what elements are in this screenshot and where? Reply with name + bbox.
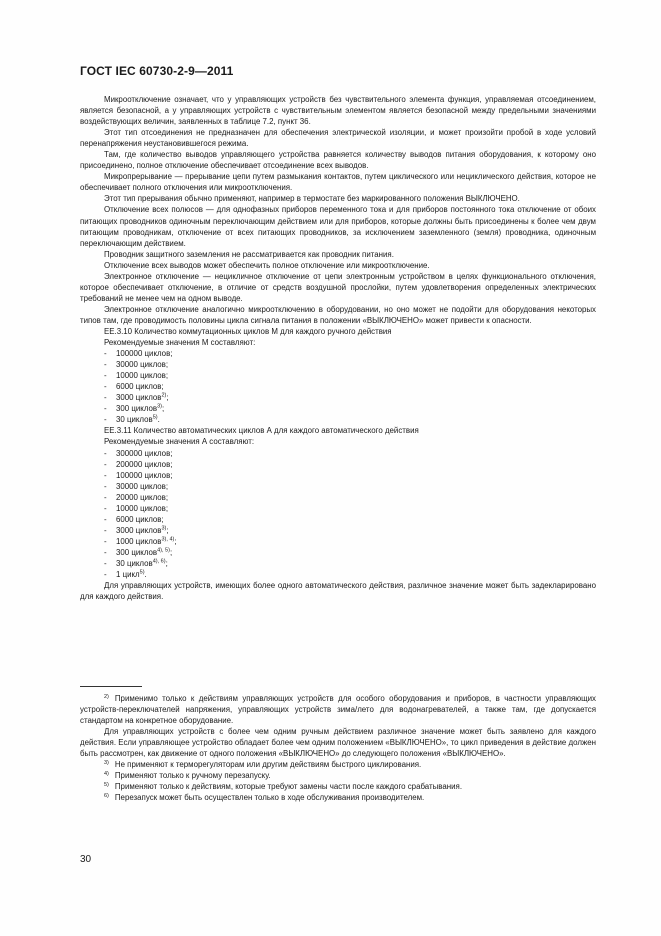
list-item (80, 503, 596, 514)
footnote-ref: 2) (161, 392, 167, 399)
footnote-text: Применяют только к ручному перезапуску. (114, 771, 271, 781)
list-dash: - (104, 514, 107, 524)
paragraph: Там, где количество выводов управляющего устройства равняется количеству выводов питания оборудования, к которому оно присоединено, полное отключение обеспечивает отсоединение всех выводов. (80, 150, 596, 171)
list-item (80, 547, 596, 558)
list-dash: - (104, 415, 107, 425)
list-item-text: 3000 циклов (116, 393, 162, 403)
list-dash: - (104, 404, 107, 414)
paragraph: Электронное отключение аналогично микроотключению в оборудовании, но оно может не подойти для оборудования некоторых типов там, где проводимость половины цикла сигнала питания в положении «ВЫКЛЮЧЕНО» может привести к опасности. (80, 304, 596, 325)
list-dash: - (104, 570, 107, 580)
paragraph: Микроотключение означает, что у управляющих устройств без чувствительного элемента функция, управляемая отсоединением, является безопасной, а у управляющих устройств с чувствительным элементом является безопасной между предельными значениями воздействующих величин, заявленных в таблице 7.2, пункт 36. (80, 95, 596, 127)
paragraph: Проводник защитного заземления не рассматривается как проводник питания. (104, 249, 394, 259)
list-item (80, 392, 596, 403)
footnote-5 (80, 781, 596, 792)
list-dash: - (104, 371, 107, 381)
list-item-text: 6000 циклов; (116, 382, 164, 392)
list-dash: - (104, 558, 107, 568)
footnote-mark: 3) (104, 759, 109, 766)
footnote-ref: 3), 4) (161, 536, 175, 543)
list-item-punct: . (144, 570, 147, 580)
list-item-text: 300 циклов (116, 404, 158, 414)
list-item-text: 10000 циклов; (116, 503, 169, 513)
list-item (80, 492, 596, 503)
paragraph: Этот тип отсоединения не предназначен для обеспечения электрической изоляции, и может произойти пробой в ходе условий перенапряжения неустановившегося режима. (80, 128, 596, 149)
footnote-6 (80, 792, 596, 803)
footnotes (80, 693, 596, 803)
paragraph: Отключение всех выводов может обеспечить полное отключение или микроотключение. (104, 260, 430, 270)
list-dash: - (104, 547, 107, 557)
list-item (80, 370, 596, 381)
footnote-mark: 2) (104, 693, 109, 700)
footnote-continuation: Для управляющих устройств с более чем одним ручным действием различное значение может быть заявлено для каждого действия. Если управляющее устройство обладает более чем одним положением «ВЫКЛЮЧЕНО», то цикл приведения в действие должен быть рассмотрен, как движение от одного положения «ВЫКЛЮЧЕНО» до следующего положения «ВЫКЛЮЧЕНО». (80, 727, 596, 759)
footnote-ref: 3) (161, 525, 167, 532)
list-item-punct: ; (169, 547, 173, 557)
list-item-text: 1 цикл (116, 570, 140, 580)
footnote-ref: 4), 6) (152, 558, 166, 565)
list-item (80, 403, 596, 414)
paragraph: Отключение всех полюсов — для однофазных приборов переменного тока и для приборов постоянного тока отключение от обоих питающих проводников одиночным переключающим действием или для приборов, которые должны быть присоединены к более чем двум питающим проводникам, отключение от всех питающих проводников, за исключением заземленного (земля) проводника, одиночным переключающим действием. (80, 205, 596, 248)
list-dash: - (104, 448, 107, 458)
document-header: ГОСТ IEC 60730-2-9—2011 (80, 64, 234, 78)
list-dash: - (104, 349, 107, 359)
list-dash: - (104, 492, 107, 502)
list-dash: - (104, 503, 107, 513)
list-item (80, 381, 596, 392)
footnote-text: Применяют только к действиям, которые требуют замены части после каждого срабатывания. (114, 782, 463, 792)
section-intro: Рекомендуемые значения М составляют: (104, 338, 256, 348)
list-item-punct: ; (174, 536, 177, 546)
section-heading-ee-3-10: ЕЕ.3.10 Количество коммутационных циклов М для каждого ручного действия (104, 326, 392, 336)
footnote-ref: 5) (152, 414, 158, 421)
list-dash: - (104, 459, 107, 469)
list-item-text: 30 циклов (116, 558, 153, 568)
paragraph: Микропрерывание — прерывание цепи путем размыкания контактов, путем циклического или нециклического действия, которое не обеспечивает полного отключения или микроотключения. (80, 172, 596, 193)
list-item-text: 1000 циклов (116, 536, 162, 546)
footnote-ref: 5) (139, 569, 145, 576)
list-item-punct: . (157, 415, 160, 425)
footnote-separator (80, 686, 142, 687)
list-item-text: 200000 циклов; (116, 459, 173, 469)
list-item (80, 536, 596, 547)
list-item (80, 348, 596, 359)
list-item-text: 300000 циклов; (116, 448, 173, 458)
list-item-punct: ; (166, 525, 169, 535)
list-item-punct: ; (162, 404, 165, 414)
section-intro: Рекомендуемые значения А составляют: (104, 437, 255, 447)
list-dash: - (104, 360, 107, 370)
list-item (80, 448, 596, 459)
footnote-2 (80, 693, 596, 726)
list-item-text: 6000 циклов; (116, 514, 164, 524)
paragraph: Этот тип прерывания обычно применяют, например в термостате без маркированного положения ВЫКЛЮЧЕНО. (104, 194, 520, 204)
list-item (80, 514, 596, 525)
list-item-text: 300 циклов (116, 547, 158, 557)
list-dash: - (104, 393, 107, 403)
paragraph: Электронное отключение — нецикличное отключение от цепи электронным устройством в целях функционального отключения, которое обеспечивает отключение, в отличие от средств воздушной прослойки, путем удовлетворения определенных электрических требований не менее чем на одном выводе. (80, 271, 596, 303)
footnote-mark: 4) (104, 770, 109, 777)
list-dash: - (104, 382, 107, 392)
paragraph: Для управляющих устройств, имеющих более одного автоматического действия, различное значение может быть задекларировано для каждого действия. (80, 581, 596, 602)
list-item (80, 558, 596, 569)
footnote-4 (80, 770, 596, 781)
footnote-ref: 4), 5) (157, 547, 170, 554)
page-number: 30 (80, 854, 92, 865)
list-item (80, 459, 596, 470)
list-dash: - (104, 525, 107, 535)
list-dash: - (104, 470, 107, 480)
cycles-list-automatic (80, 448, 596, 581)
list-item-text: 30000 циклов; (116, 360, 169, 370)
cycles-list-manual (80, 348, 596, 425)
footnote-mark: 5) (104, 781, 109, 788)
list-dash: - (104, 536, 107, 546)
list-item (80, 481, 596, 492)
footnote-mark: 6) (104, 792, 109, 799)
list-item (80, 525, 596, 536)
list-item-punct: ; (166, 393, 169, 403)
footnote-text: Не применяют к терморегуляторам или другим действиям быстрого циклирования. (114, 760, 422, 770)
list-item-text: 20000 циклов; (116, 492, 169, 502)
footnote-text: Перезапуск может быть осуществлен только в ходе обслуживания производителем. (114, 793, 425, 803)
section-heading-ee-3-11: ЕЕ.3.11 Количество автоматических циклов А для каждого автоматического действия (104, 426, 419, 436)
list-item (80, 359, 596, 370)
list-item-text: 100000 циклов; (116, 470, 173, 480)
list-item (80, 470, 596, 481)
list-item (80, 569, 596, 580)
list-item-text: 30 циклов (116, 415, 153, 425)
list-item (80, 414, 596, 425)
list-item-text: 3000 циклов (116, 525, 162, 535)
footnote-ref: 3) (157, 403, 162, 410)
main-text (80, 94, 596, 602)
list-item-punct: ; (165, 558, 168, 568)
list-item-text: 100000 циклов; (116, 349, 173, 359)
list-item-text: 30000 циклов; (116, 481, 169, 491)
footnote-3 (80, 759, 596, 770)
footnote-text: Применимо только к действиям управляющих устройств для особого оборудования и приборов, в частности управляющих устройств-переключателей напряжения, управляющих устройств зима/лето для водонагревателей, а также там, где допускается стандартом на конкретное оборудование. (80, 694, 596, 726)
list-dash: - (104, 481, 107, 491)
list-item-text: 10000 циклов; (116, 371, 169, 381)
